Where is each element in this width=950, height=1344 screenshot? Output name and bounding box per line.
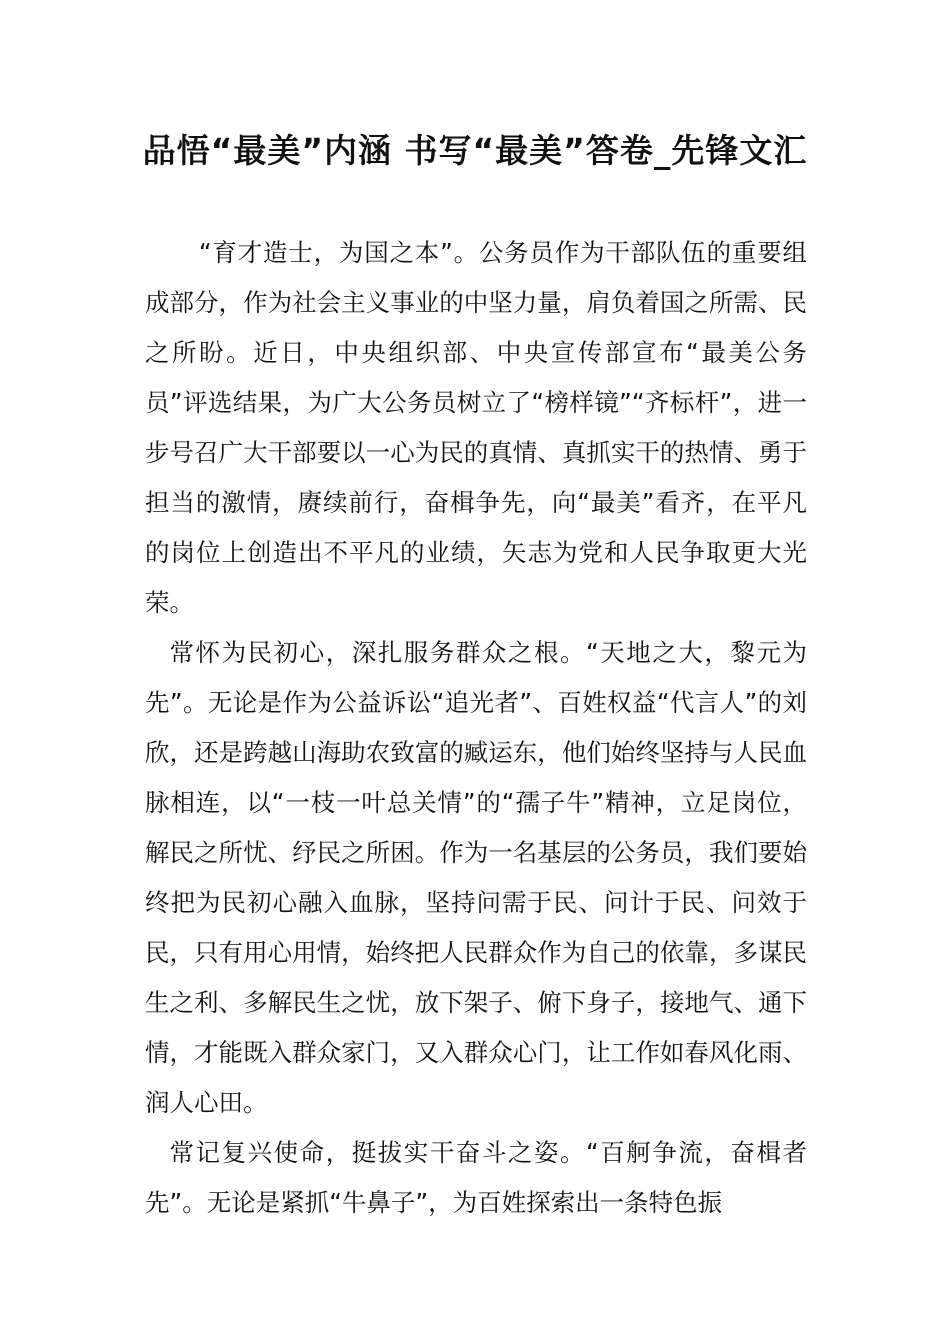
paragraph-2: 常怀为民初心，深扎服务群众之根。“天地之大，黎元为先”。无论是作为公益诉讼“追光者”、百姓权益“代言人”的刘欣，还是跨越山海助农致富的臧运东，他们始终坚持与人民血脉相连，以“一枝一叶总关情”的“孺子牛”精神，立足岗位，解民之所忧、纾民之所困。作为一名基层的公务员，我们要始终把为民初心融入血脉，坚持问需于民、问计于民、问效于民，只有用心用情，始终把人民群众作为自己的依靠，多谋民生之利、多解民生之忧，放下架子、俯下身子，接地气、通下情，才能既入群众家门，又入群众心门，让工作如春风化雨、润人心田。 — [145, 638, 807, 1117]
paragraph-1: “育才造士，为国之本”。公务员作为干部队伍的重要组成部分，作为社会主义事业的中坚力量，肩负着国之所需、民之所盼。近日，中央组织部、中央宣传部宣布“最美公务员”评选结果，为广大公务员树立了“榜样镜”“齐标杆”，进一步号召广大干部要以一心为民的真情、真抓实干的热情、勇于担当的激情，赓续前行，奋楫争先，向“最美”看齐，在平凡的岗位上创造出不平凡的业绩，矢志为党和人民争取更大光荣。 — [145, 238, 807, 617]
document-title: 品悟“最美”内涵 书写“最美”答卷_先锋文汇 — [142, 131, 808, 170]
document-body — [145, 228, 807, 1228]
paragraph-3: 常记复兴使命，挺拔实干奋斗之姿。“百舸争流，奋楫者先”。无论是紧抓“牛鼻子”，为百姓探索出一条特色振 — [145, 1138, 807, 1217]
